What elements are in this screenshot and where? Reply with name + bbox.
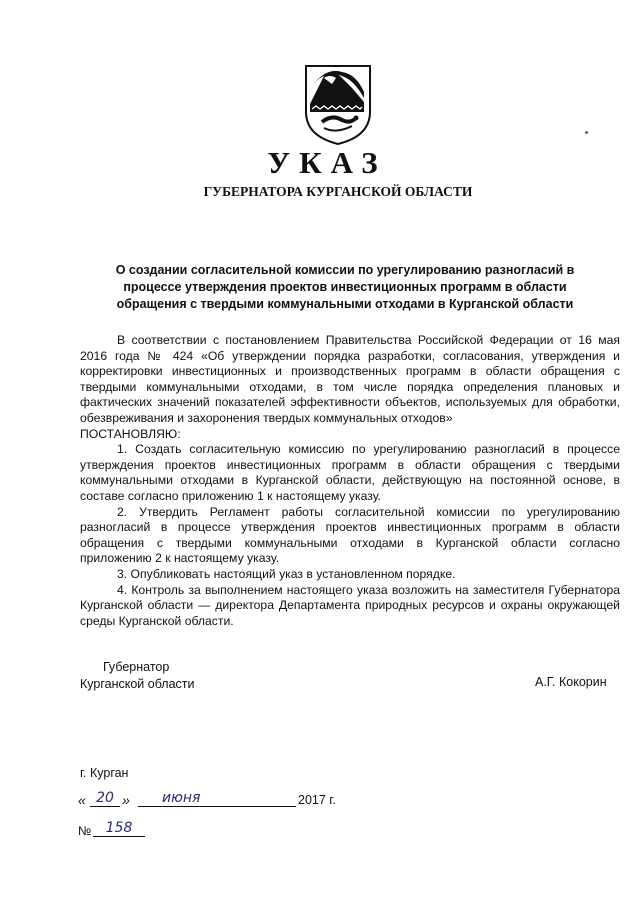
kurgan-coat-of-arms-icon <box>302 62 374 146</box>
resolve-word: ПОСТАНОВЛЯЮ: <box>80 426 181 441</box>
subject-line: процессе утверждения проектов инвестиционных программ в области <box>123 280 567 294</box>
subject-line: обращения с твердыми коммунальными отходами в Курганской области <box>116 297 574 311</box>
signer-role-line: Губернатор <box>103 660 170 674</box>
decree-number-value: 158 <box>93 820 145 837</box>
decree-item: 3. Опубликовать настоящий указ в установленном порядке. <box>117 566 456 581</box>
signer-name: А.Г. Кокорин <box>535 675 607 689</box>
decree-item: 1. Создать согласительную комиссию по урегулированию разногласий в процессе утверждения проектов инвестиционных программ в области обращения с твердыми коммунальными отходами в Курганской области, действующую на постоянной основе, в составе согласно приложению 1 к настоящему указу. <box>80 442 620 503</box>
decree-item: 4. Контроль за выполнением настоящего указа возложить на заместителя Губернатора Курганской области — директора Департамента природных ресурсов и охраны окружающей среды Курганской области. <box>80 582 620 628</box>
decree-item: 2. Утвердить Регламент работы согласительной комиссии по урегулированию разногласий в процессе утверждения проектов инвестиционных программ в области обращения с твердыми коммунальными отходами в Курганской области согласно приложению 2 к настоящему указу. <box>80 504 620 566</box>
open-quote: « <box>78 792 86 808</box>
issue-day: 20 <box>90 790 120 807</box>
number-sign: № <box>78 824 92 838</box>
issue-month: июня <box>138 790 296 807</box>
preamble-paragraph: В соответствии с постановлением Правительства Российской Федерации от 16 мая 2016 года № 424 «Об утверждении порядка разработки, согласования, утверждения и корректировки инвестиционных и производственных программ в области обращения с твердыми коммунальными отходами, в том числе порядка определения плановых и фактических значений показателей эффективности объектов, используемых для обработки, обезвреживания и захоронения твердых коммунальных отходов» <box>80 333 620 425</box>
issue-date <box>78 790 398 812</box>
scan-speck <box>585 131 588 134</box>
decree-number <box>78 820 278 842</box>
decree-title: УКАЗ <box>267 145 387 180</box>
signer-role-line: Курганской области <box>80 676 195 691</box>
decree-body <box>80 333 620 629</box>
signer-role <box>80 659 195 692</box>
subject-line: О создании согласительной комиссии по урегулированию разногласий в <box>115 263 575 277</box>
issue-city: г. Курган <box>80 766 129 780</box>
issue-year: 2017 г. <box>298 793 336 807</box>
close-quote: » <box>122 792 130 808</box>
issuer-title: ГУБЕРНАТОРА КУРГАНСКОЙ ОБЛАСТИ <box>203 184 473 199</box>
decree-subject <box>90 262 600 313</box>
